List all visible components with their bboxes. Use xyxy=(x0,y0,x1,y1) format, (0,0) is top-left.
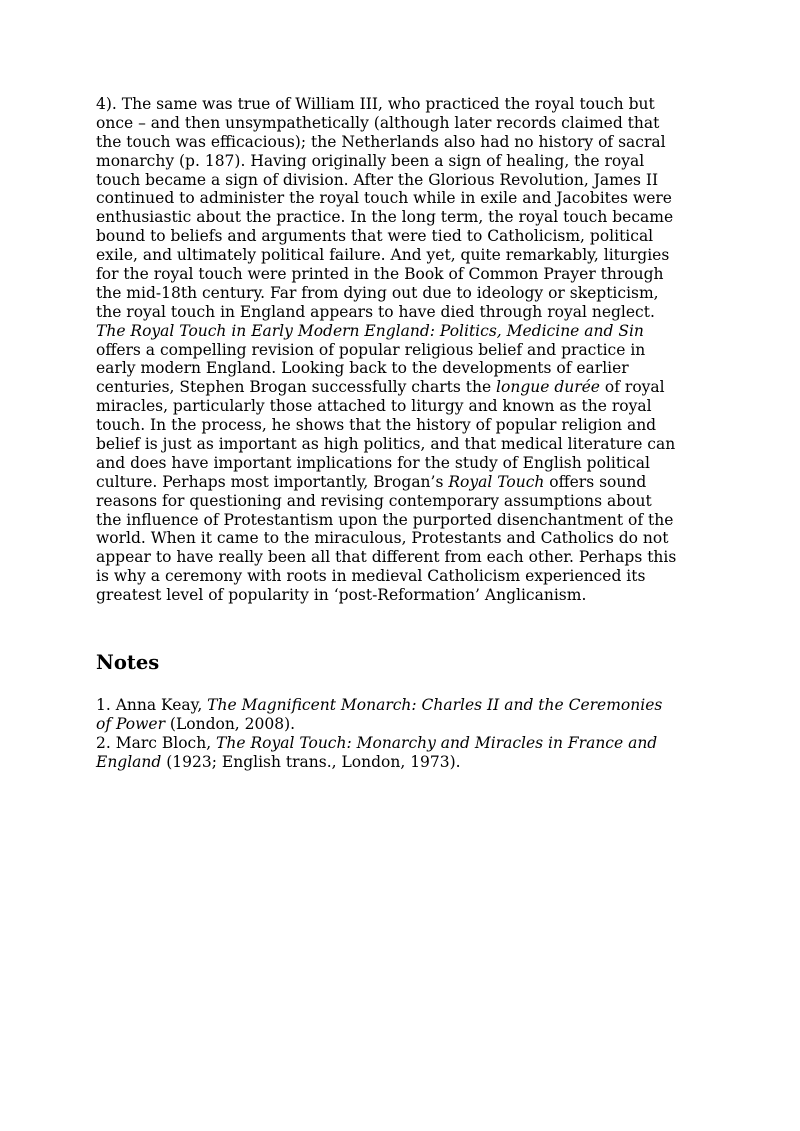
text-line xyxy=(96,454,716,473)
text-run: touch became a sign of division. After the Glorious Revolution, James II xyxy=(96,170,659,189)
text-line xyxy=(96,227,716,246)
text-run: once – and then unsympathetically (although later records claimed that xyxy=(96,113,660,132)
text-run: continued to administer the royal touch while in exile and Jacobites were xyxy=(96,189,672,208)
text-run: belief is just as important as high politics, and that medical literature can xyxy=(96,435,676,454)
review-paragraph xyxy=(96,95,716,605)
document-page xyxy=(96,95,716,771)
note-item xyxy=(96,734,662,772)
text-line xyxy=(96,492,716,511)
text-line xyxy=(96,511,716,530)
text-run: (1923; English trans., London, 1973). xyxy=(161,752,461,771)
text-line xyxy=(96,586,716,605)
text-run: the royal touch in England appears to have died through royal neglect. xyxy=(96,302,655,321)
text-run: of royal xyxy=(599,378,665,397)
text-run: offers sound xyxy=(544,472,647,491)
text-run: exile, and ultimately political failure. And yet, quite remarkably, liturgies xyxy=(96,246,670,265)
text-line xyxy=(96,133,716,152)
text-line xyxy=(96,567,716,586)
text-run: world. When it came to the miraculous, Protestants and Catholics do not xyxy=(96,529,669,548)
italic-text: Royal Touch xyxy=(448,472,545,491)
text-line xyxy=(96,378,716,397)
text-line xyxy=(96,322,716,341)
text-run: 1. Anna Keay, xyxy=(96,696,208,714)
text-line xyxy=(96,284,716,303)
text-run: the touch was efficacious); the Netherlands also had no history of sacral xyxy=(96,132,666,151)
text-run: greatest level of popularity in ‘post-Reformation’ Anglicanism. xyxy=(96,586,587,605)
note-line xyxy=(96,734,662,753)
text-run: enthusiastic about the practice. In the long term, the royal touch became xyxy=(96,208,674,227)
text-run: monarchy (p. 187). Having originally been a sign of healing, the royal xyxy=(96,151,645,170)
text-run: 2. Marc Bloch, xyxy=(96,733,217,752)
text-line xyxy=(96,95,716,114)
text-run: bound to beliefs and arguments that were tied to Catholicism, political xyxy=(96,227,654,246)
italic-text: The Royal Touch in Early Modern England: Politics, Medicine and Sin xyxy=(96,321,644,340)
text-line xyxy=(96,341,716,360)
text-line xyxy=(96,359,716,378)
text-run: for the royal touch were printed in the Book of Common Prayer through xyxy=(96,265,664,284)
italic-text: The Magnificent Monarch: Charles II and the Ceremonies xyxy=(207,696,663,714)
text-run: (London, 2008). xyxy=(164,714,296,733)
text-run: and does have important implications for the study of English political xyxy=(96,453,650,472)
text-line xyxy=(96,114,716,133)
text-run: the influence of Protestantism upon the purported disenchantment of the xyxy=(96,510,674,529)
notes-list xyxy=(96,696,662,772)
text-line xyxy=(96,152,716,171)
text-line xyxy=(96,529,716,548)
note-item xyxy=(96,696,662,734)
text-line xyxy=(96,416,716,435)
text-run: offers a compelling revision of popular religious belief and practice in xyxy=(96,340,646,359)
text-line xyxy=(96,397,716,416)
italic-text: The Royal Touch: Monarchy and Miracles in France and xyxy=(216,733,658,752)
text-line xyxy=(96,473,716,492)
text-line xyxy=(96,208,716,227)
text-run: the mid-18th century. Far from dying out due to ideology or skepticism, xyxy=(96,283,659,302)
text-run: reasons for questioning and revising contemporary assumptions about xyxy=(96,491,652,510)
text-line xyxy=(96,435,716,454)
text-line xyxy=(96,303,716,322)
text-run: 4). The same was true of William III, who practiced the royal touch but xyxy=(96,95,655,113)
text-run: is why a ceremony with roots in medieval Catholicism experienced its xyxy=(96,567,646,586)
text-run: touch. In the process, he shows that the history of popular religion and xyxy=(96,416,657,435)
text-line xyxy=(96,246,716,265)
text-run: centuries, Stephen Brogan successfully charts the xyxy=(96,378,497,397)
note-line xyxy=(96,753,662,772)
text-run: early modern England. Looking back to the developments of earlier xyxy=(96,359,629,378)
note-line xyxy=(96,696,662,715)
notes-heading: Notes xyxy=(96,651,160,674)
italic-text: England xyxy=(96,752,162,771)
text-run: culture. Perhaps most importantly, Brogan’s xyxy=(96,472,449,491)
text-run: miracles, particularly those attached to liturgy and known as the royal xyxy=(96,397,652,416)
text-run: appear to have really been all that different from each other. Perhaps this xyxy=(96,548,677,567)
note-line xyxy=(96,715,662,734)
text-line xyxy=(96,189,716,208)
italic-text: of Power xyxy=(96,714,165,733)
text-line xyxy=(96,265,716,284)
italic-text: longue durée xyxy=(496,378,600,397)
text-line xyxy=(96,171,716,190)
text-line xyxy=(96,548,716,567)
